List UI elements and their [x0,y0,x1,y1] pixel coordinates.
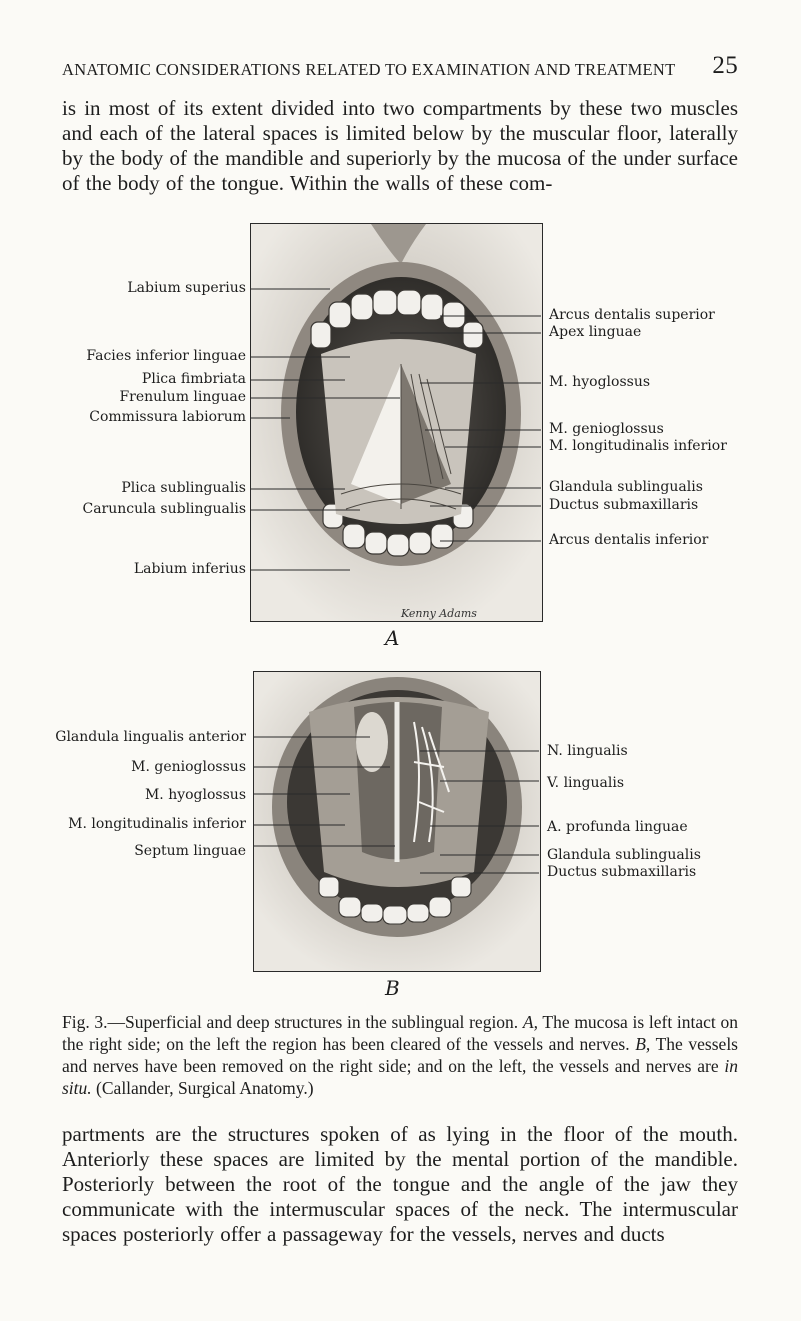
figure-a-label-left: Commissura labiorum [89,409,246,425]
figure-b-label-right: V. lingualis [547,775,624,791]
figure-a-label-right: Glandula sublingualis [549,479,703,495]
figure-b-label-right: Ductus submaxillaris [547,864,697,880]
caption-a-letter: A, [522,1012,538,1032]
figure-a-signature: Kenny Adams [401,607,477,620]
figure-a-label-left: Frenulum linguae [119,389,246,405]
figure-a-label-right: Apex linguae [549,324,642,340]
figure-a-leader-lines [0,0,801,660]
figure-a-label-right: Arcus dentalis inferior [549,532,709,548]
figure-a-letter: A [385,626,400,650]
figure-b-label-left: Septum linguae [134,843,246,859]
figure-a-label-right: M. genioglossus [549,421,664,437]
body-paragraph-top: is in most of its extent divided into two compartments by these two muscles and each of the lateral spaces is limited below by the muscular floor, laterally by the body of the mandible and superiorly by the mucosa of the under surface of the body of the tongue. Within the walls of these com- [62,96,738,195]
caption-b-letter: B, [635,1034,651,1054]
figure-a-label-left: Labium inferius [133,561,246,577]
figure-b-label-left: Glandula lingualis anterior [55,729,246,745]
page-number: 25 [712,52,738,79]
caption-prefix: Fig. 3.—Superficial and deep structures in the sublingual region. [62,1012,519,1032]
figure-b-label-left: M. hyoglossus [144,787,246,803]
figure-b-label-right: Glandula sublingualis [547,847,701,863]
figure-b-label-right: A. profunda linguae [547,819,688,835]
figure-b-label-left: M. genioglossus [131,759,246,775]
body-paragraph-bottom: partments are the structures spoken of as lying in the floor of the mouth. Anteriorly these spaces are limited by the mental portion of the mandible. Posteriorly between the root of the tongue and the angle of the jaw they communicate with the intermuscular spaces of the neck. The intermuscular spaces posteriorly offer a passageway for the vessels, nerves and ducts [62,1122,738,1246]
figure-a-label-right: Arcus dentalis superior [549,307,715,323]
figure-caption [62,1011,738,1099]
figure-a-label-right: Ductus submaxillaris [549,497,699,513]
caption-b-text: The vessels and nerves have been removed on the right side; and on the left, the vessels and nerves are [62,1034,738,1076]
figure-b-label-left: M. longitudinalis inferior [68,816,246,832]
running-title: ANATOMIC CONSIDERATIONS RELATED TO EXAMINATION AND TREATMENT [62,60,676,79]
caption-source: (Callander, Surgical Anatomy.) [96,1078,314,1098]
figure-b-letter: B [385,976,400,1000]
figure-a-label-left: Plica sublingualis [121,480,246,496]
figure-a-label-left: Plica fimbriata [141,371,246,387]
figure-a-label-left: Facies inferior linguae [86,348,246,364]
caption-a-text: The mucosa is left intact on the right side; on the left the region has been cleared of the vessels and nerves. [62,1012,739,1054]
figure-a-label-left: Labium superius [127,280,246,296]
figure-b-label-right: N. lingualis [547,743,628,759]
figure-a-label-right: M. longitudinalis inferior [549,438,727,454]
figure-a-label-right: M. hyoglossus [549,374,651,390]
figure-a-label-left: Caruncula sublingualis [82,501,246,517]
caption-in-situ: in situ. [62,1056,738,1098]
